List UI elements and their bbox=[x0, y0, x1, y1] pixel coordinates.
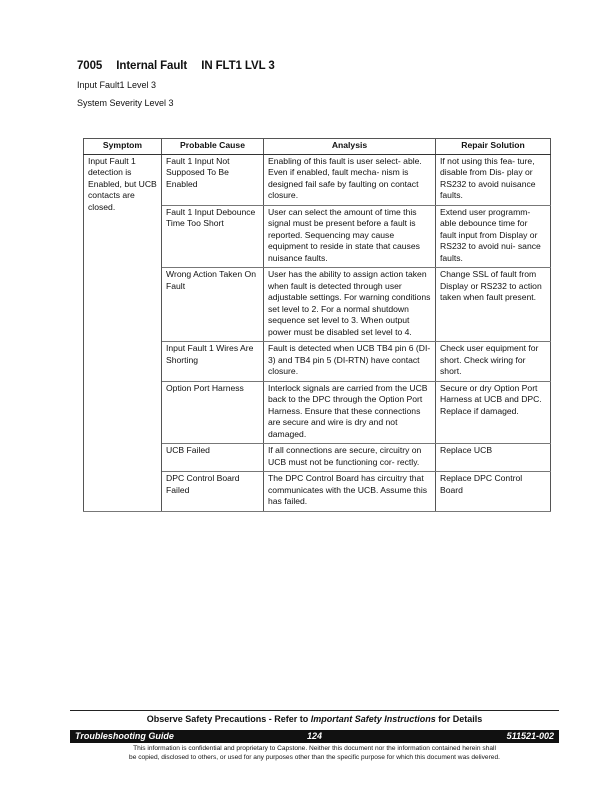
repair-cell: Check user equipment for short. Check wiring for short. bbox=[436, 342, 551, 382]
header-analysis: Analysis bbox=[264, 139, 436, 155]
table-row bbox=[84, 154, 551, 205]
safety-notice bbox=[70, 714, 559, 724]
confidentiality-notice bbox=[70, 745, 559, 762]
footer-bar bbox=[70, 730, 559, 743]
troubleshooting-table bbox=[83, 138, 551, 512]
fault-level-line: Input Fault1 Level 3 bbox=[77, 80, 157, 90]
header-repair-solution: Repair Solution bbox=[436, 139, 551, 155]
analysis-cell: The DPC Control Board has circuitry that communicates with the UCB. Assume this has failed. bbox=[264, 472, 436, 512]
analysis-cell: If all connections are secure, circuitry on UCB must not be functioning cor- rectly. bbox=[264, 444, 436, 472]
safety-text-post: for Details bbox=[435, 714, 483, 724]
table-header-row bbox=[84, 139, 551, 155]
page-number: 124 bbox=[306, 731, 323, 741]
fault-title: Internal Fault bbox=[116, 60, 188, 72]
footer-divider bbox=[70, 710, 559, 711]
repair-cell: If not using this fea- ture, disable from Dis- play or RS232 to avoid nuisance faults. bbox=[436, 154, 551, 205]
repair-cell: Extend user programm- able debounce time for fault input from Display or RS232 to avoid nui- sance faults. bbox=[436, 205, 551, 268]
page-title bbox=[77, 60, 286, 72]
repair-cell: Secure or dry Option Port Harness at UCB and DPC. Replace if damaged. bbox=[436, 381, 551, 444]
document-number: 511521-002 bbox=[506, 731, 554, 741]
symptom-cell: Input Fault 1 detection is Enabled, but UCB contacts are closed. bbox=[84, 154, 162, 511]
repair-cell: Change SSL of fault from Display or RS232 to action taken when fault present. bbox=[436, 268, 551, 342]
analysis-cell: User can select the amount of time this signal must be present before a fault is reported. Sequencing may cause equipment to reside in state that causes nuisance faults. bbox=[264, 205, 436, 268]
safety-instructions-ref: Important Safety Instructions bbox=[310, 714, 436, 724]
cause-cell: Input Fault 1 Wires Are Shorting bbox=[162, 342, 264, 382]
severity-level-line: System Severity Level 3 bbox=[77, 98, 174, 108]
analysis-cell: Interlock signals are carried from the UCB back to the DPC through the Option Port Harness. Ensure that these connections are secure and wire is dry and not damaged. bbox=[264, 381, 436, 444]
analysis-cell: Enabling of this fault is user select- able. Even if enabled, fault mecha- nism is designed fail safe by faulting on contact closure. bbox=[264, 154, 436, 205]
fault-id: IN FLT1 LVL 3 bbox=[201, 60, 275, 72]
confidentiality-line-2: be copied, disclosed to others, or used for any purposes other than the specific purpose for which this document was delivered. bbox=[129, 753, 500, 761]
header-probable-cause: Probable Cause bbox=[162, 139, 264, 155]
cause-cell: Fault 1 Input Not Supposed To Be Enabled bbox=[162, 154, 264, 205]
cause-cell: DPC Control Board Failed bbox=[162, 472, 264, 512]
repair-cell: Replace DPC Control Board bbox=[436, 472, 551, 512]
analysis-cell: Fault is detected when UCB TB4 pin 6 (DI-3) and TB4 pin 5 (DI-RTN) have contact closure. bbox=[264, 342, 436, 382]
safety-text-pre: Observe Safety Precautions - Refer to bbox=[146, 714, 311, 724]
cause-cell: UCB Failed bbox=[162, 444, 264, 472]
guide-name: Troubleshooting Guide bbox=[75, 731, 174, 741]
confidentiality-line-1: This information is confidential and proprietary to Capstone. Neither this document nor the information contained herein shall bbox=[133, 745, 496, 752]
fault-code: 7005 bbox=[77, 60, 103, 72]
cause-cell: Fault 1 Input Debounce Time Too Short bbox=[162, 205, 264, 268]
cause-cell: Option Port Harness bbox=[162, 381, 264, 444]
header-symptom: Symptom bbox=[84, 139, 162, 155]
repair-cell: Replace UCB bbox=[436, 444, 551, 472]
cause-cell: Wrong Action Taken On Fault bbox=[162, 268, 264, 342]
analysis-cell: User has the ability to assign action taken when fault is detected through user adjustable settings. For warning conditions set level to 2. For a normal shutdown sequence set level to 3. When output power must be disabled set level to 4. bbox=[264, 268, 436, 342]
